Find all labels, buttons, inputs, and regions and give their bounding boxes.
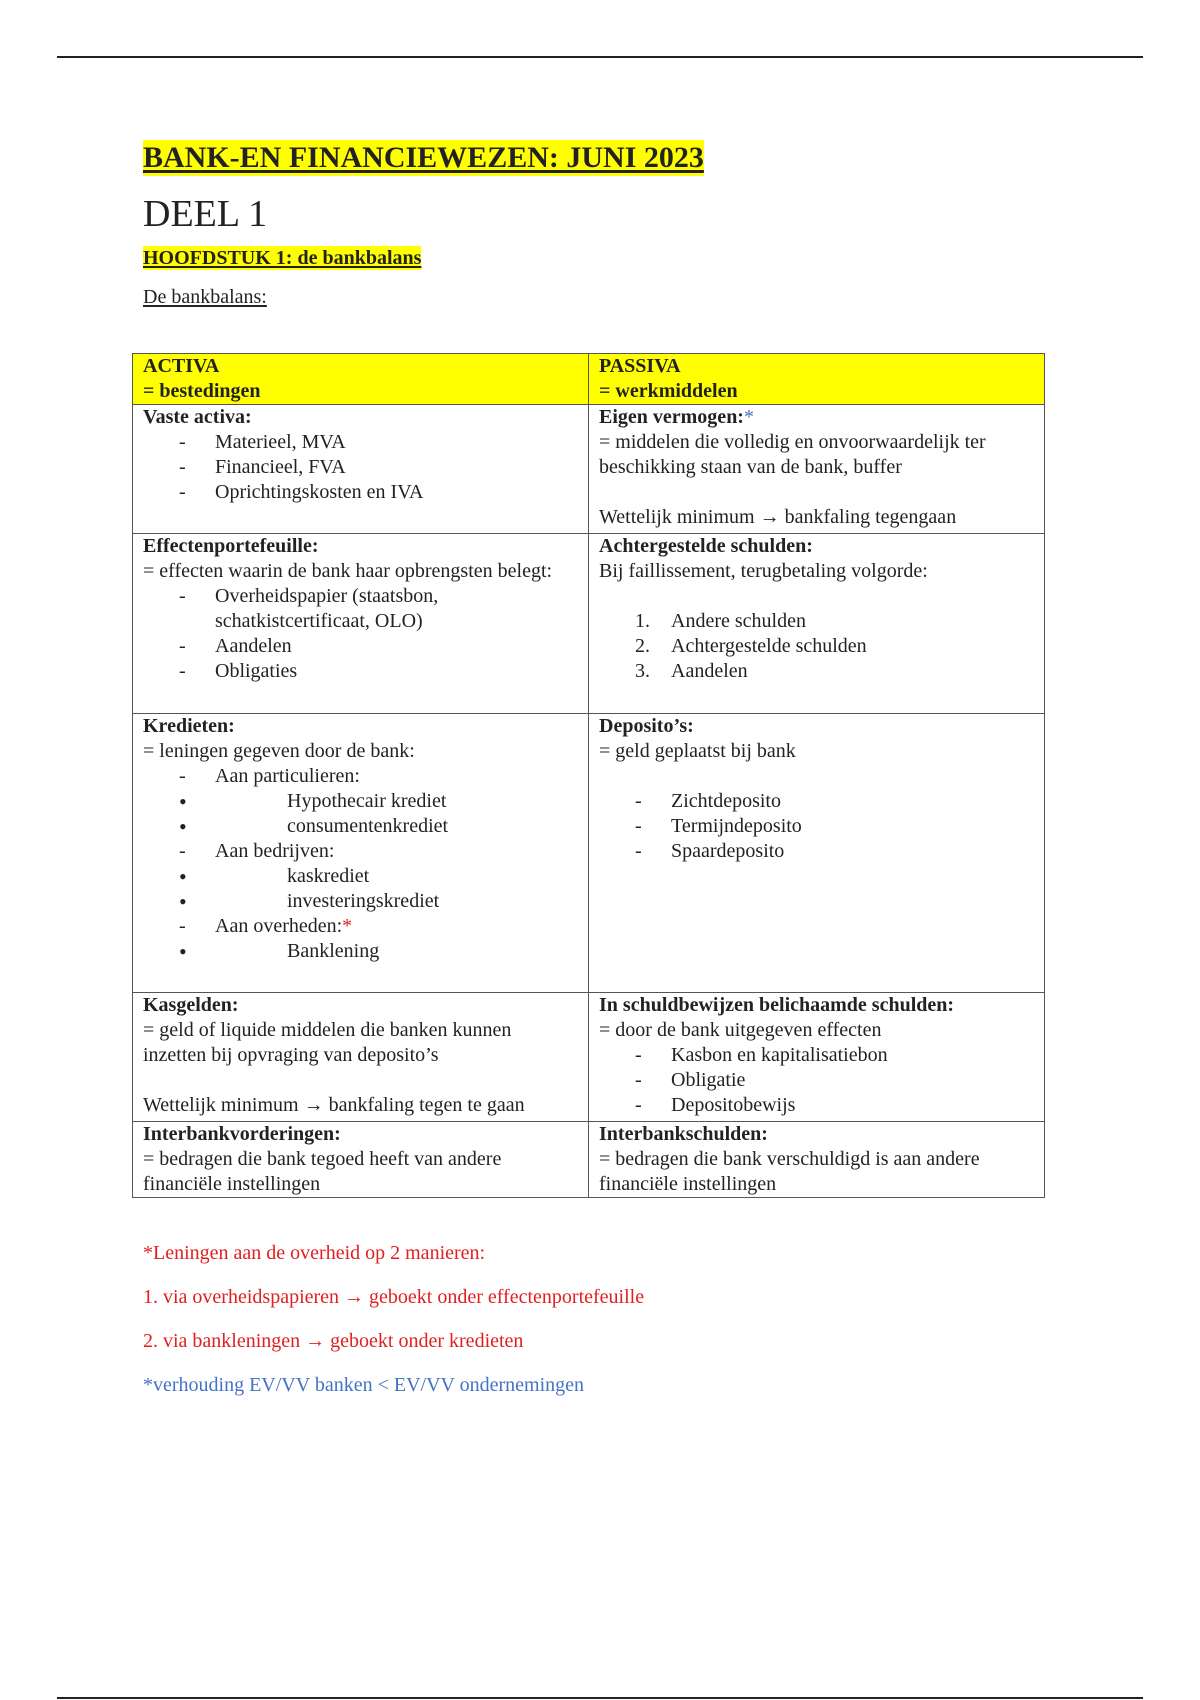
cell-schuldbewijzen bbox=[589, 993, 1045, 1122]
cell-interbankschulden bbox=[589, 1122, 1045, 1198]
list-item: - Kasbon en kapitalisatiebon bbox=[599, 1043, 1034, 1068]
passiva-header bbox=[589, 354, 1045, 405]
dash-list bbox=[143, 584, 578, 684]
list-item: 2. Achtergestelde schulden bbox=[635, 635, 867, 657]
list-item: - Aan overheden:* • Banklening bbox=[143, 914, 578, 964]
cell-description: = geld of liquide middelen die banken kunnen inzetten bij opvraging van deposito’s bbox=[143, 1019, 512, 1066]
list-item: - Obligatie bbox=[599, 1068, 1034, 1093]
cell-footer: Wettelijk minimum → bankfaling tegen te gaan bbox=[143, 1094, 525, 1116]
table-row bbox=[133, 405, 1045, 534]
list-item: - Obligaties bbox=[143, 659, 578, 684]
list-item: - Aandelen bbox=[143, 634, 578, 659]
cell-description: = door de bank uitgegeven effecten bbox=[599, 1019, 882, 1041]
note-ratio: *verhouding EV/VV banken < EV/VV ondernemingen bbox=[143, 1374, 585, 1396]
cell-eigen-vermogen bbox=[589, 405, 1045, 534]
cell-description: = leningen gegeven door de bank: bbox=[143, 740, 415, 762]
list-item: - Spaardeposito bbox=[599, 839, 1034, 864]
list-item: - Zichtdeposito bbox=[599, 789, 1034, 814]
cell-footer: Wettelijk minimum → bankfaling tegengaan bbox=[599, 506, 957, 528]
note-line: 1. via overheidspapieren → geboekt onder effectenportefeuille bbox=[143, 1286, 645, 1308]
top-rule bbox=[57, 56, 1143, 58]
bullet-list bbox=[143, 939, 578, 964]
table-row bbox=[133, 534, 1045, 714]
table-header-row bbox=[133, 354, 1045, 405]
cell-vaste-activa bbox=[133, 405, 589, 534]
dash-list bbox=[599, 789, 1034, 864]
cell-title: Achtergestelde schulden: bbox=[599, 535, 813, 557]
note-line: 2. via bankleningen → geboekt onder kredieten bbox=[143, 1330, 524, 1352]
bullet-list bbox=[143, 864, 578, 914]
cell-description: = bedragen die bank verschuldigd is aan andere financiële instellingen bbox=[599, 1148, 980, 1195]
list-item: 3. Aandelen bbox=[635, 660, 748, 682]
document-title: BANK-EN FINANCIEWEZEN: JUNI 2023 bbox=[143, 141, 704, 174]
list-item: • investeringskrediet bbox=[143, 889, 578, 914]
activa-subtitle: = bestedingen bbox=[143, 380, 261, 402]
cell-title: Vaste activa: bbox=[143, 406, 252, 428]
cell-description: = geld geplaatst bij bank bbox=[599, 740, 796, 762]
list-item: • Hypothecair krediet bbox=[143, 789, 578, 814]
cell-title: Kasgelden: bbox=[143, 994, 239, 1016]
list-item: • consumentenkrediet bbox=[143, 814, 578, 839]
cell-description: = middelen die volledig en onvoorwaardelijk ter beschikking staan van de bank, buffer bbox=[599, 431, 986, 478]
list-item: - Termijndeposito bbox=[599, 814, 1034, 839]
table-row bbox=[133, 1122, 1045, 1198]
cell-effectenportefeuille bbox=[133, 534, 589, 714]
bottom-rule bbox=[57, 1697, 1143, 1699]
passiva-title: PASSIVA bbox=[599, 355, 681, 377]
passiva-subtitle: = werkmiddelen bbox=[599, 380, 738, 402]
dash-list bbox=[143, 764, 578, 964]
footnote-star: * bbox=[743, 406, 754, 428]
cell-title: Interbankschulden: bbox=[599, 1123, 768, 1145]
activa-title: ACTIVA bbox=[143, 355, 220, 377]
list-item: • Banklening bbox=[143, 939, 578, 964]
table-row bbox=[133, 993, 1045, 1122]
cell-interbankvorderingen bbox=[133, 1122, 589, 1198]
footnote-star: * bbox=[342, 915, 353, 937]
bullet-list bbox=[143, 789, 578, 839]
list-item: 1. Andere schulden bbox=[635, 610, 806, 632]
cell-title: Effectenportefeuille: bbox=[143, 535, 319, 557]
cell-description: = effecten waarin de bank haar opbrengsten belegt: bbox=[143, 560, 553, 582]
activa-header bbox=[133, 354, 589, 405]
numbered-list bbox=[599, 609, 1034, 684]
chapter-heading: HOOFDSTUK 1: de bankbalans bbox=[143, 247, 422, 269]
cell-title: In schuldbewijzen belichaamde schulden: bbox=[599, 994, 955, 1016]
section-subheading: De bankbalans: bbox=[143, 286, 267, 308]
bank-balance-table bbox=[132, 353, 1045, 1198]
note-heading: *Leningen aan de overheid op 2 manieren: bbox=[143, 1242, 486, 1264]
list-item: - Aan particulieren: • Hypothecair krediet • consumentenkrediet bbox=[143, 764, 578, 839]
list-item: - Overheidspapier (staatsbon, schatkistcertificaat, OLO) bbox=[143, 584, 578, 634]
cell-title: Interbankvorderingen: bbox=[143, 1123, 341, 1145]
document-header bbox=[143, 140, 1143, 310]
cell-description: Bij faillissement, terugbetaling volgorde: bbox=[599, 560, 928, 582]
cell-kredieten bbox=[133, 714, 589, 993]
list-item: - Oprichtingskosten en IVA bbox=[143, 480, 578, 505]
list-item: - Materieel, MVA bbox=[143, 430, 578, 455]
list-item: - Aan bedrijven: • kaskrediet • investeringskrediet bbox=[143, 839, 578, 914]
cell-title: Kredieten: bbox=[143, 715, 235, 737]
cell-kasgelden bbox=[133, 993, 589, 1122]
part-heading: DEEL 1 bbox=[143, 193, 268, 235]
cell-title: Eigen vermogen: bbox=[599, 406, 744, 428]
dash-list bbox=[599, 1043, 1034, 1118]
cell-title: Deposito’s: bbox=[599, 715, 694, 737]
cell-achtergestelde-schulden bbox=[589, 534, 1045, 714]
list-item: - Depositobewijs bbox=[599, 1093, 1034, 1118]
cell-depositos bbox=[589, 714, 1045, 993]
dash-list bbox=[143, 430, 578, 505]
list-item: - Financieel, FVA bbox=[143, 455, 578, 480]
table-row bbox=[133, 714, 1045, 993]
cell-description: = bedragen die bank tegoed heeft van andere financiële instellingen bbox=[143, 1148, 502, 1195]
footnotes bbox=[143, 1240, 644, 1416]
list-item: • kaskrediet bbox=[143, 864, 578, 889]
